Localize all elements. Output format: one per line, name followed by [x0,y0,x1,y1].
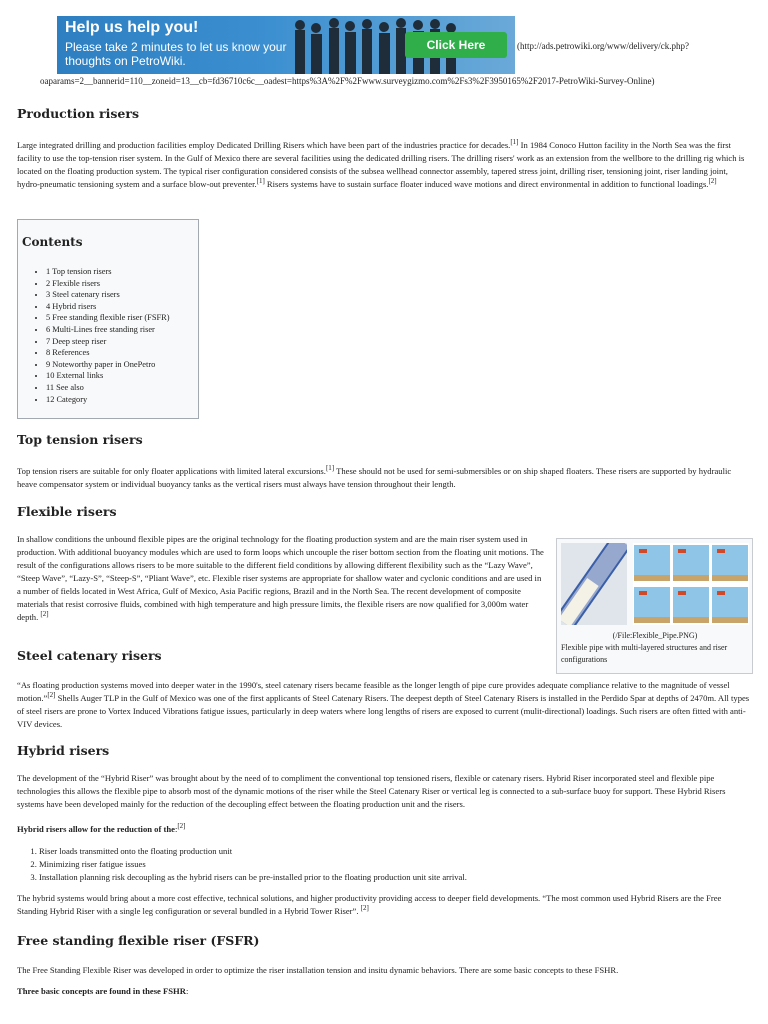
banner-title: Help us help you! [65,19,199,36]
list-item: 1. Riser loads transmitted onto the floating production unit [39,845,752,858]
page-title: Production risers [17,106,140,121]
banner-link-text[interactable]: (http://ads.petrowiki.org/www/delivery/ck.php? [517,41,690,51]
toc-item[interactable]: • 9 Noteworthy paper in OnePetro [46,359,170,371]
toc-item[interactable]: • 7 Deep steep riser [46,336,170,348]
banner-link-text-continued[interactable]: oaparams=2__bannerid=110__zoneid=13__cb=fd36710c6c__oadest=https%3A%2F%2Fwww.surveygizmo.com%2Fs3%2F3950165%2F2017-PetroWiki-Survey-Online) [40,76,655,86]
toc-item[interactable]: • 8 References [46,347,170,359]
hybrid-list [17,845,752,884]
figure-caption [561,630,749,666]
steel-catenary-paragraph: “As floating production systems moved into deeper water in the 1990's, steel catenary risers became feasible as the longer length of pipe cure provides adequate compliance relative to the magnitude of vessel motion.”[2] Shells Auger TLP in the Gulf of Mexico was one of the first applicants of Steel Catenary Risers. The deepest depth of Steel Catenary Risers is installed in the Perdido Spar at depths of 2470m. All types of steel risers are prone to Vortex Induced Vibrations fatigue issues, particularly in deep waters where long lengths of risers are exposed to current (mulit-directional) loadings. Such risers are often fitted with anti- VIV devices. [17,680,750,729]
section-heading-fsfr: Free standing flexible riser (FSFR) [17,933,260,948]
banner-subtitle: Please take 2 minutes to let us know your thoughts on PetroWiki. [65,40,287,68]
toc-list [34,266,170,405]
toc-item[interactable]: • 1 Top tension risers [46,266,170,278]
click-here-button[interactable]: Click Here [405,32,507,58]
reference-link[interactable]: [1] [510,138,519,147]
top-tension-paragraph: Top tension risers are suitable for only floater applications with limited lateral excursions.[1] These should not be used for semi-submersibles or on ship shaped floaters. These risers are supported by hydraulic heave compensator system or individual buoyancy tanks as the vertical risers must always have tension throughout their length. [17,464,732,489]
list-item: 3. Installation planning risk decoupling as the hybrid risers can be pre-installed prior to the floating production unit site arrival. [39,871,752,884]
toc-item[interactable]: • 2 Flexible risers [46,278,170,290]
section-heading-steel-catenary: Steel catenary risers [17,648,162,663]
intro-paragraph: Large integrated drilling and production facilities employ Dedicated Drilling Risers which have been part of the industries practice for decades.[1] In 1984 Conoco Hutton facility in the North Sea was the first facility to use the top-tension riser system. In the Gulf of Mexico there are several facilities using the dedicated drilling risers. The drilling risers' work as an extension from the wellbore to the drilling rig which is located on the floating production system. The typical riser configuration considered consists of the subsea wellhead connector assembly, tapered stress joint, drilling riser, tensioning joint, riser landing joint, hydro-pneumatic tensioning system and a surface blow-out preventer.[1] Risers systems have to sustain surface floater induced wave motions and direct environmental in addition to functional loadings.[2] [17,138,745,189]
toc-item[interactable]: • 6 Multi-Lines free standing riser [46,324,170,336]
section-heading-top-tension: Top tension risers [17,432,143,447]
riser-configurations-image[interactable] [633,543,749,625]
flexible-pipe-image[interactable] [561,543,627,625]
toc-item[interactable]: • 4 Hybrid risers [46,301,170,313]
reference-link[interactable]: [1] [325,464,335,473]
toc-item[interactable]: • 10 External links [46,370,170,382]
hybrid-paragraph: The development of the “Hybrid Riser” was brought about by the need of to compliment the conventional top tensioned risers, flexible or catenary risers. Hybrid Riser incorporated steel and flexible pipe technologies this allows the flexible pipe to absorb most of the dynamic motions of the riser while the Steel Catenary Riser or vertical leg is connected to a sub-surface buoy for support. These Hybrid Risers systems have been developed mainly for the reduction of the decoupling effect between the floating production unit and the risers. [17,773,726,809]
toc-title: Contents [22,235,83,249]
reference-link[interactable]: [1] [256,177,265,186]
hybrid-bold-lead: Hybrid risers allow for the reduction of the:[2] [17,822,186,834]
figure-file-link[interactable]: (/File:Flexible_Pipe.PNG) [612,631,698,640]
toc-item[interactable]: • 5 Free standing flexible riser (FSFR) [46,312,170,324]
reference-link[interactable]: [2] [177,822,186,831]
figure-caption-text: Flexible pipe with multi-layered structures and riser configurations [561,643,728,664]
toc-item[interactable]: • 12 Category [46,394,170,406]
reference-link[interactable]: [2] [360,904,369,913]
table-of-contents [17,219,199,419]
hybrid-closing-paragraph: The hybrid systems would bring about a more cost effective, technical solutions, and higher productivity providing access to deeper field developments. “The most common used Hybrid Risers are the Free Standing Hybrid Riser with a single leg configuration or several bundled in a Hybrid Tower Riser”. [2] [17,893,722,916]
reference-link[interactable]: [2] [708,177,717,186]
section-heading-flexible: Flexible risers [17,504,117,519]
toc-item[interactable]: • 3 Steel catenary risers [46,289,170,301]
toc-item[interactable]: • 11 See also [46,382,170,394]
fsfr-paragraph: The Free Standing Flexible Riser was developed in order to optimize the riser installation tension and insitu dynamic behaviors. There are some basic concepts to these FSHR. [17,965,619,975]
section-heading-hybrid: Hybrid risers [17,743,110,758]
list-item: 2. Minimizing riser fatigue issues [39,858,752,871]
reference-link[interactable]: [2] [47,691,56,700]
fsfr-bold-lead: Three basic concepts are found in these FSHR: [17,986,189,996]
flexible-pipe-figure [556,538,753,674]
flexible-paragraph: In shallow conditions the unbound flexible pipes are the original technology for the floating production system and are the main riser system used in production. With additional buoyancy modules which are used to form loops which uncouple the riser bottom section from the floating unit motions. The result of the configurations allows risers to be more suitable to the different field conditions by allowing different flexibility such as the “Lazy Wave”, “Steep Wave”, “Lazy-S”, “Steep-S”, “Pliant Wave”, etc. Flexible riser systems are appropriate for shallow water and cyclonic conditions and are used in a number of fields located in West Africa, Gulf of Mexico, Asia Pacific regions, Brazil and in the North Sea. The recent development of composite materials that resist corrosive fluids, combined with high temperature and high pressure limits, the flexible risers are now qualified for 3,000m water depth. [2] [17,534,544,622]
reference-link[interactable]: [2] [40,610,49,619]
